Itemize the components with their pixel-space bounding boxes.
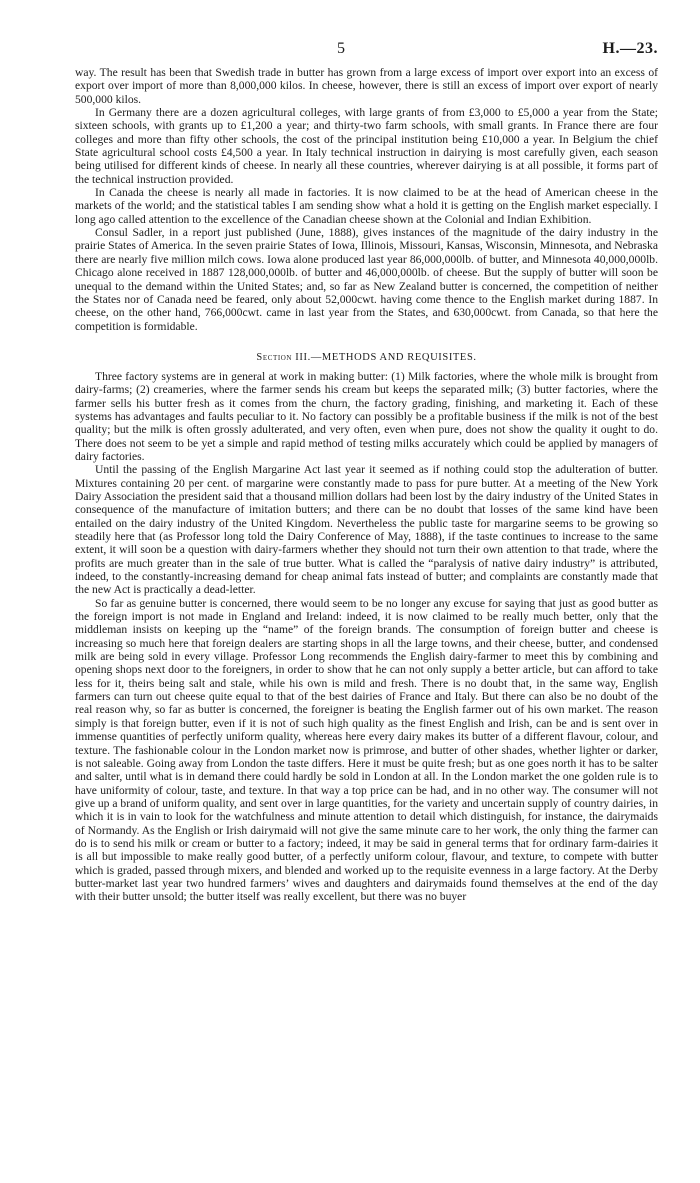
section-number: Section III. bbox=[256, 351, 311, 363]
paragraph-genuine-butter: So far as genuine butter is concerned, there would seem to be no longer any excuse for saying that just as good butter as the foreign import is not made in England and Ireland: indeed, it is now claimed to be really much better, only that the middleman insists on keeping up the “name” of the foreign brands. The consumption of foreign butter and cheese is increasing so much here that foreign dealers are starting shops in all the large towns, and their cheese, butter, and condensed milk are being sold in every village. Professor Long recommends the English dairy-farmer to meet this by combining and opening shops next door to the foreigners, in order to show that he can not only supply a better article, but can afford to take less for it, theirs being salt and stale, while his own is mild and fresh. There is no doubt that, in the same way, English farmers can turn out cheese quite equal to that of the best dairies of France and Italy. But there can also be no doubt of the real reason why, so far as butter is concerned, the foreigner is beating the English farmer out of his own market. The reason simply is that foreign butter, even if it is not of such high quality as the finest English and Irish, can be and is sent over in immense quantities of perfectly uniform quality, whereas here every dairy makes its butter of a different flavour, colour, and texture. The fashionable colour in the London market now is primrose, and butter of other shades, whether lighter or darker, is not saleable. Going away from London the taste differs. Here it must be quite fresh; but as one goes north it has to be salter and salter, until what is in demand there could hardly be sold in London at all. In the London market the one golden rule is to have uniformity of colour, taste, and texture. In that way a top price can be had, and in no other way. The consumer will not give up a brand of uniform quality, and sent over in large quantities, for the variety and uncertain supply of country dairies, in which it is in vain to look for the watchfulness and minute attention to detail which distinguish, for instance, the dairymaids of Normandy. As the English or Irish dairymaid will not give the same minute care to her work, the only thing the farmer can do is to send his milk or cream or butter to a factory; indeed, it may be said in general terms that for ordinary farm-dairies it is all but impossible to make really good butter, of a perfectly uniform colour, flavour, and texture, to compete with butter which is graded, passed through mixers, and blended and worked up to the requisite evenness in a large factory. At the Derby butter-market last year two hundred farmers’ wives and daughters and dairymaids found themselves at the end of the day with their butter unsold; the butter itself was really excellent, but there was no buyer bbox=[75, 596, 658, 904]
section-heading bbox=[75, 351, 658, 364]
paragraph-consul-sadler: Consul Sadler, in a report just published (June, 1888), gives instances of the magnitude of the dairy industry in the prairie States of America. In the seven prairie States of Iowa, Illinois, Missouri, Kansas, Wisconsin, Minnesota, and Nebraska there are nearly five million milch cows. Iowa alone produced last year 86,000,000lb. of butter, and Minnesota 40,000,000lb. Chicago alone received in 1887 128,000,000lb. of butter and 46,000,000lb. of cheese. But the supply of butter will soon be unequal to the demand within the United States; and, so far as New Zealand butter is concerned, the competition of neither the States nor of Canada need be feared, only about 52,000cwt. having come thence to the English market during 1887. In cheese, on the other hand, 766,000cwt. came in last year from the States, and 630,000cwt. from Canada, so that here the competition is formidable. bbox=[75, 226, 658, 333]
document-body bbox=[75, 66, 658, 904]
page-number: 5 bbox=[337, 40, 345, 57]
paragraph-factory-systems: Three factory systems are in general at work in making butter: (1) Milk factories, where the whole milk is brought from dairy-farms; (2) creameries, where the farmer sends his cream but keeps the separated milk; (3) butter factories, where the farmer sells his butter fresh as it comes from the churn, the factory grading, finishing, and marketing it. Each of these systems has advantages and faults peculiar to it. No factory can possibly be a profitable business if the milk is not of the best quality; but the milk is often grossly adulterated, and very often, even when pure, does not show the quality it ought to do. There does not seem to be yet a simple and rapid method of testing milks accurately which could be applied by managers of dairy factories. bbox=[75, 369, 658, 463]
paragraph-germany-colleges: In Germany there are a dozen agricultural colleges, with large grants of from £3,000 to £5,000 a year from the State; sixteen schools, with grants up to £1,200 a year; and thirty-two farm schools, with small grants. In France there are four colleges and more than fifty other schools, the cost of the principal institution being £10,000 a year. In Belgium the chief State agricultural school costs £4,500 a year. In Italy technical instruction in dairying is most carefully given, each season being utilised for different kinds of cheese. In nearly all these countries, wherever dairying is at all possible, it forms part of the technical instruction provided. bbox=[75, 106, 658, 186]
paragraph-sweden-trade: way. The result has been that Swedish trade in butter has grown from a large excess of import over export into an excess of export over import of more than 8,000,000 kilos. In cheese, however, there is still an excess of import over export of nearly 500,000 kilos. bbox=[75, 66, 658, 106]
document-reference: H.—23. bbox=[602, 40, 658, 57]
paragraph-canada-cheese: In Canada the cheese is nearly all made in factories. It is now claimed to be at the head of American cheese in the markets of the world; and the statistical tables I am sending show what a hold it is getting on the English market especially. I long ago called attention to the excellence of the Canadian cheese shown at the Colonial and Indian Exhibition. bbox=[75, 186, 658, 226]
paragraph-margarine-act: Until the passing of the English Margarine Act last year it seemed as if nothing could stop the adulteration of butter. Mixtures containing 20 per cent. of margarine were constantly made to pass for pure butter. At a meeting of the New York Dairy Association the president said that a thousand million dollars had been lost by the dairy industry of the United States in consequence of the manufacture of imitation butters; and there can be no doubt that losses of the same kind have been entailed on the dairy industry of the United Kingdom. Nevertheless the public taste for margarine seems to be growing so steadily here that (as Professor long told the Dairy Conference of May, 1888), if the taste continues to increase to the same extent, it will soon be a question with dairy-farmers whether they should not turn their own attention to that trade, where the profits are much greater than in the sale of true butter. What is called the “paralysis of native dairy industry” is attributed, indeed, to the constantly-increasing demand for cheap animal fats instead of butter; and complaints are constantly made that the new Act is practically a dead-letter. bbox=[75, 463, 658, 597]
page-header bbox=[75, 40, 658, 66]
section-title: —METHODS AND REQUISITES. bbox=[310, 351, 477, 363]
